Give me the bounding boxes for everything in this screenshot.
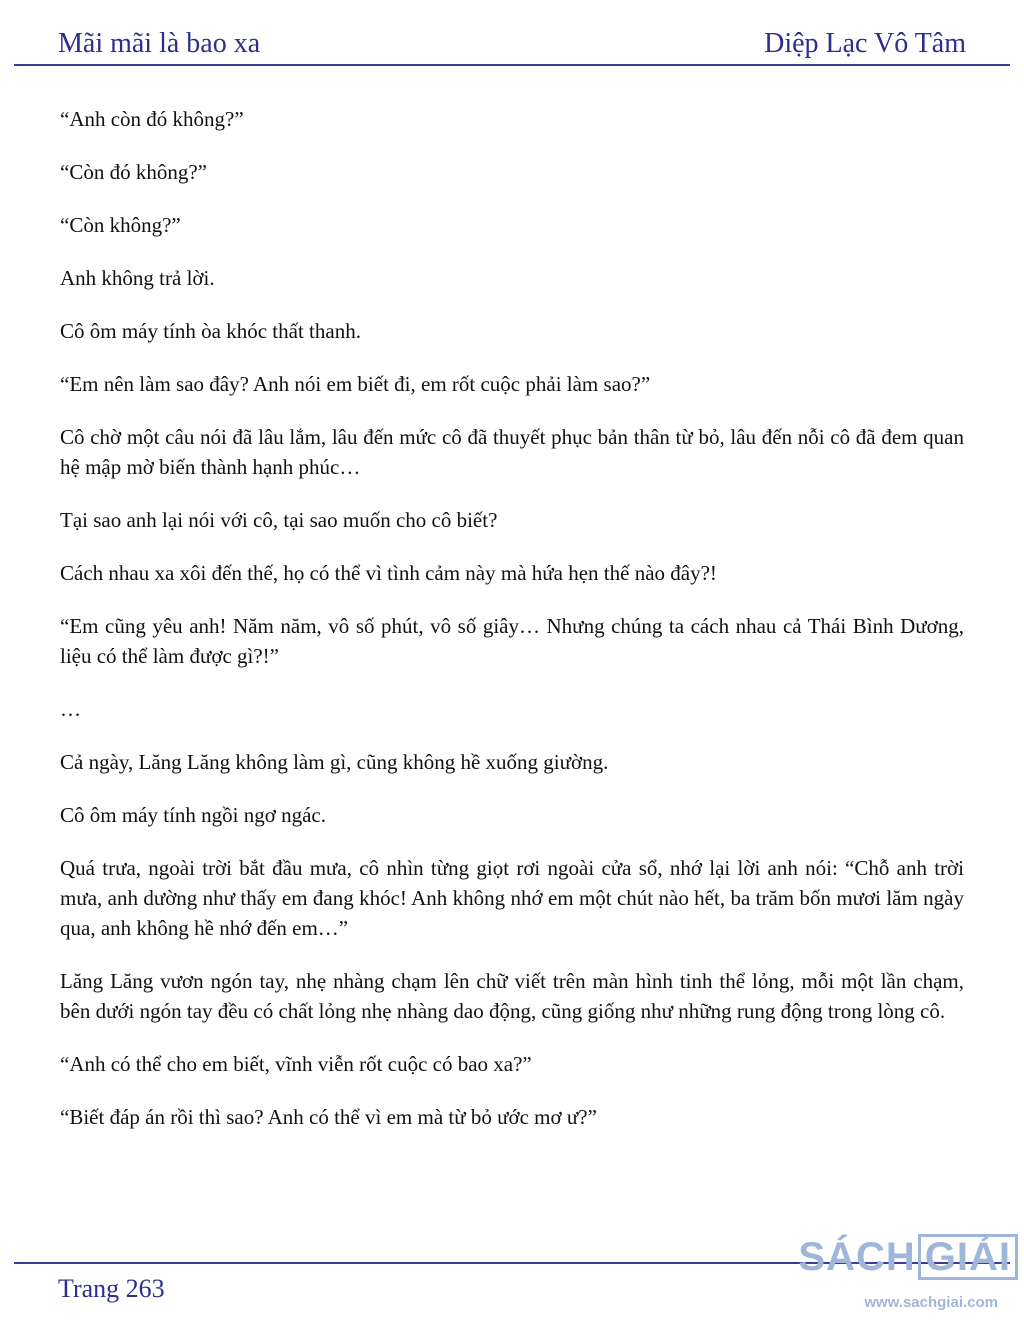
paragraph: “Em nên làm sao đây? Anh nói em biết đi, em rốt cuộc phải làm sao?” [60, 372, 651, 396]
header-divider [14, 64, 1010, 66]
paragraph: Quá trưa, ngoài trời bắt đầu mưa, cô nhìn từng giọt rơi ngoài cửa sổ, nhớ lại lời anh nói: “Chỗ anh trời mưa, anh dường như thấy em đang khóc! Anh không nhớ em một chút nào hết, ba trăm bốn mươi lăm ngày qua, anh không hề nhớ đến em…” [60, 856, 964, 940]
watermark-url: www.sachgiai.com [864, 1294, 998, 1311]
paragraph: Cô ôm máy tính ngồi ngơ ngác. [60, 803, 326, 827]
page-body [60, 104, 964, 1155]
page-header [58, 24, 966, 60]
paragraph: Lăng Lăng vươn ngón tay, nhẹ nhàng chạm lên chữ viết trên màn hình tinh thể lỏng, mỗi một lần chạm, bên dưới ngón tay đều có chất lỏng nhẹ nhàng dao động, cũng giống như những rung động trong lòng cô. [60, 969, 964, 1023]
paragraph: Anh không trả lời. [60, 266, 215, 290]
watermark [798, 1232, 1018, 1322]
paragraph: Cách nhau xa xôi đến thế, họ có thể vì tình cảm này mà hứa hẹn thế nào đây?! [60, 561, 717, 585]
watermark-logo-left: SÁCH [798, 1235, 916, 1279]
page-number: Trang 263 [58, 1274, 165, 1303]
watermark-logo-right: GIẢI [918, 1234, 1018, 1280]
paragraph: … [60, 697, 81, 721]
paragraph: “Còn đó không?” [60, 160, 207, 184]
paragraph: “Anh có thể cho em biết, vĩnh viễn rốt cuộc có bao xa?” [60, 1052, 532, 1076]
author-name: Diệp Lạc Vô Tâm [764, 28, 966, 59]
paragraph: Cả ngày, Lăng Lăng không làm gì, cũng không hề xuống giường. [60, 750, 609, 774]
book-title: Mãi mãi là bao xa [58, 28, 261, 59]
paragraph: “Còn không?” [60, 213, 181, 237]
paragraph: “Anh còn đó không?” [60, 107, 244, 131]
paragraph: Cô ôm máy tính òa khóc thất thanh. [60, 319, 361, 343]
paragraph: “Em cũng yêu anh! Năm năm, vô số phút, vô số giây… Nhưng chúng ta cách nhau cả Thái Bình Dương, liệu có thể làm được gì?!” [60, 614, 964, 668]
paragraph: “Biết đáp án rồi thì sao? Anh có thể vì em mà từ bỏ ước mơ ư?” [60, 1105, 597, 1129]
watermark-logo [798, 1234, 1018, 1280]
paragraph: Tại sao anh lại nói với cô, tại sao muốn cho cô biết? [60, 508, 498, 532]
paragraph: Cô chờ một câu nói đã lâu lắm, lâu đến mức cô đã thuyết phục bản thân từ bỏ, lâu đến nỗi cô đã đem quan hệ mập mờ biến thành hạnh phúc… [60, 425, 964, 479]
